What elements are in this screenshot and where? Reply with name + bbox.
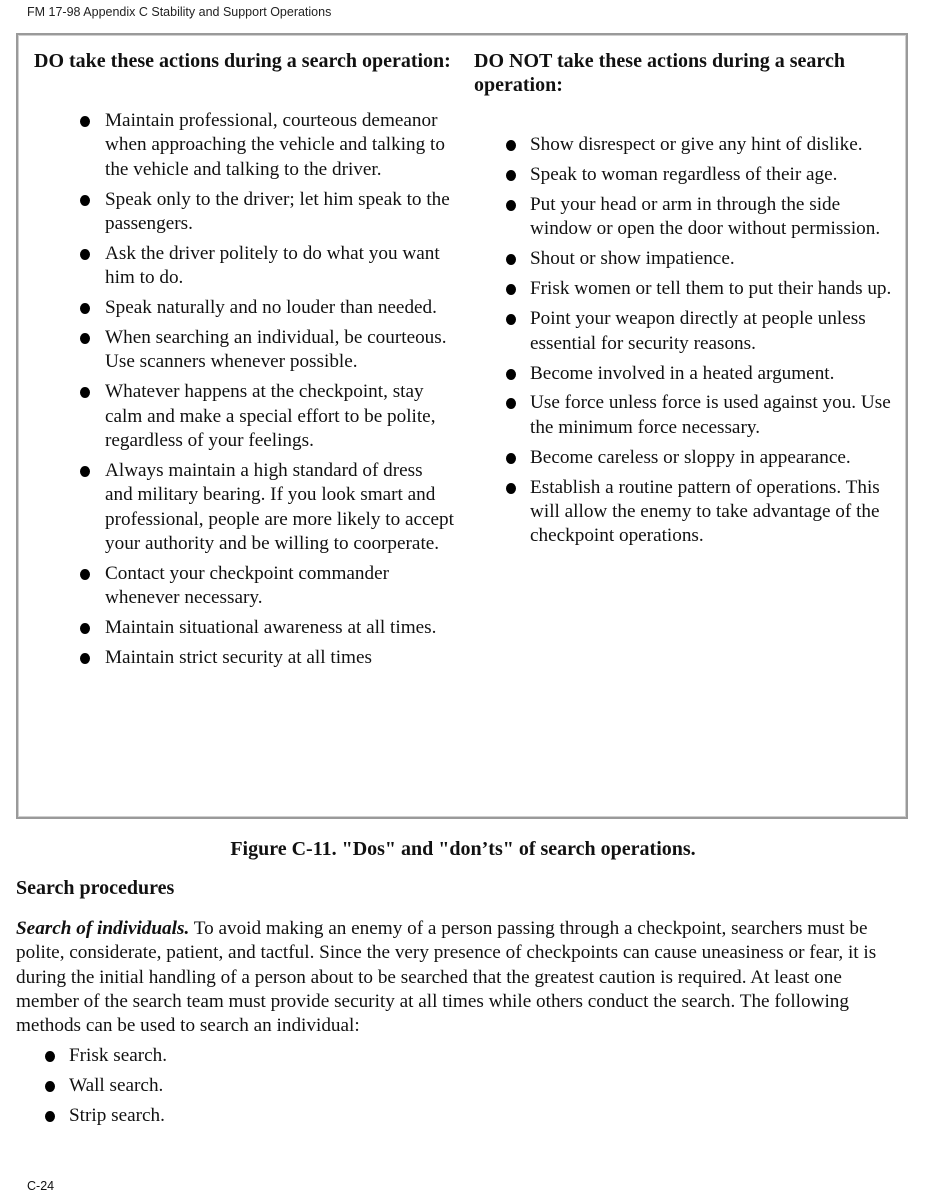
dont-list-item	[474, 277, 894, 301]
dont-heading: DO NOT take these actions during a search operation:	[474, 50, 845, 96]
bullet-icon	[506, 200, 516, 211]
dont-list-item	[474, 476, 894, 549]
do-list-item	[34, 326, 454, 375]
do-list-item	[34, 242, 454, 291]
bullet-icon	[506, 170, 516, 181]
list-item-text: Whatever happens at the checkpoint, stay calm and make a special effort to be polite, regardless of your feelings.	[105, 381, 436, 451]
bullet-icon	[80, 387, 90, 398]
bullet-icon	[80, 333, 90, 344]
list-item-text: Always maintain a high standard of dress and military bearing. If you look smart and professional, people are more likely to accept your authority and be willing to coorperate.	[105, 459, 454, 554]
bullet-icon	[506, 398, 516, 409]
bullet-icon	[506, 314, 516, 325]
list-item-text: Establish a routine pattern of operations. This will allow the enemy to take advantage of the checkpoint operations.	[530, 476, 880, 547]
list-item-text: Show disrespect or give any hint of dislike.	[530, 134, 863, 155]
list-item-text: Become careless or sloppy in appearance.	[530, 446, 851, 468]
body-paragraph	[16, 917, 896, 1038]
list-item-text: Shout or show impatience.	[530, 248, 735, 270]
list-item-text: Speak naturally and no louder than needed.	[105, 297, 437, 319]
bullet-icon	[506, 284, 516, 295]
bullet-icon	[506, 254, 516, 265]
do-list-item	[34, 109, 454, 182]
bullet-icon	[80, 195, 90, 206]
do-list-item	[34, 296, 454, 320]
search-method-item	[16, 1044, 616, 1068]
list-item-text: Use force unless force is used against you. Use the minimum force necessary.	[530, 392, 891, 438]
list-item-text: Maintain professional, courteous demeanor when approaching the vehicle and talking to the vehicle and talking to the driver.	[105, 110, 445, 180]
list-item-text: Frisk search.	[69, 1045, 168, 1066]
search-methods-list	[16, 1044, 616, 1134]
do-list-item	[34, 646, 454, 670]
dont-list-item	[474, 446, 894, 470]
dont-list-item	[474, 362, 894, 386]
dont-column	[474, 49, 894, 554]
bullet-icon	[506, 453, 516, 464]
dos-donts-figure	[16, 33, 908, 819]
dont-list-item	[474, 163, 894, 187]
list-item-text: Maintain strict security at all times	[105, 647, 372, 669]
bullet-icon	[506, 369, 516, 380]
bullet-icon	[80, 466, 90, 477]
list-item-text: Point your weapon directly at people unless essential for security reasons.	[530, 308, 866, 354]
bullet-icon	[506, 140, 516, 151]
paragraph-text: To avoid making an enemy of a person passing through a checkpoint, searchers must be polite, considerate, patient, and tactful. Since the very presence of checkpoints can cause uneasiness or fear, it is during the initial handling of a person about to be searched that the greatest caution is required. At least one member of the search team must provide security at all times while others conduct the search. The following methods can be used to search an individual:	[16, 918, 877, 1037]
list-item-text: Speak only to the driver; let him speak to the passengers.	[105, 188, 450, 234]
dont-list-item	[474, 307, 894, 356]
bullet-icon	[506, 483, 516, 494]
bullet-icon	[80, 653, 90, 664]
list-item-text: Become involved in a heated argument.	[530, 362, 835, 384]
dont-list-item	[474, 391, 894, 440]
bullet-icon	[80, 249, 90, 260]
do-list-item	[34, 616, 454, 640]
do-list-item	[34, 188, 454, 237]
page-number: C-24	[27, 1179, 55, 1193]
do-list	[34, 109, 454, 670]
do-list-item	[34, 459, 454, 556]
dont-list-item	[474, 133, 894, 157]
list-item-text: Strip search.	[69, 1104, 165, 1126]
search-method-item	[16, 1074, 616, 1098]
list-item-text: Speak to woman regardless of their age.	[530, 163, 838, 185]
list-item-text: Wall search.	[69, 1074, 164, 1096]
bullet-icon	[80, 623, 90, 634]
do-heading: DO take these actions during a search operation:	[34, 50, 451, 72]
bullet-icon	[45, 1081, 55, 1092]
list-item-text: When searching an individual, be courteous. Use scanners whenever possible.	[105, 327, 447, 373]
search-method-item	[16, 1104, 616, 1128]
running-header: FM 17-98 Appendix C Stability and Support Operations	[27, 5, 332, 19]
list-item-text: Frisk women or tell them to put their hands up.	[530, 278, 892, 300]
list-item-text: Maintain situational awareness at all times.	[105, 617, 437, 639]
list-item-text: Ask the driver politely to do what you want him to do.	[105, 242, 440, 289]
paragraph-lead: Search of individuals.	[16, 918, 190, 939]
list-item-text: Put your head or arm in through the side window or open the door without permission.	[530, 193, 881, 240]
list-item-text: Contact your checkpoint commander whenever necessary.	[105, 562, 389, 609]
do-list-item	[34, 380, 454, 453]
bullet-icon	[45, 1051, 55, 1062]
do-column	[34, 49, 454, 676]
dont-list	[474, 133, 894, 549]
do-list-item	[34, 562, 454, 611]
bullet-icon	[80, 116, 90, 127]
bullet-icon	[80, 569, 90, 580]
bullet-icon	[45, 1111, 55, 1122]
bullet-icon	[80, 303, 90, 314]
dont-list-item	[474, 247, 894, 271]
figure-caption: Figure C-11. "Dos" and "don’ts" of search operations.	[230, 838, 696, 860]
dont-list-item	[474, 193, 894, 242]
section-heading: Search procedures	[16, 877, 175, 899]
